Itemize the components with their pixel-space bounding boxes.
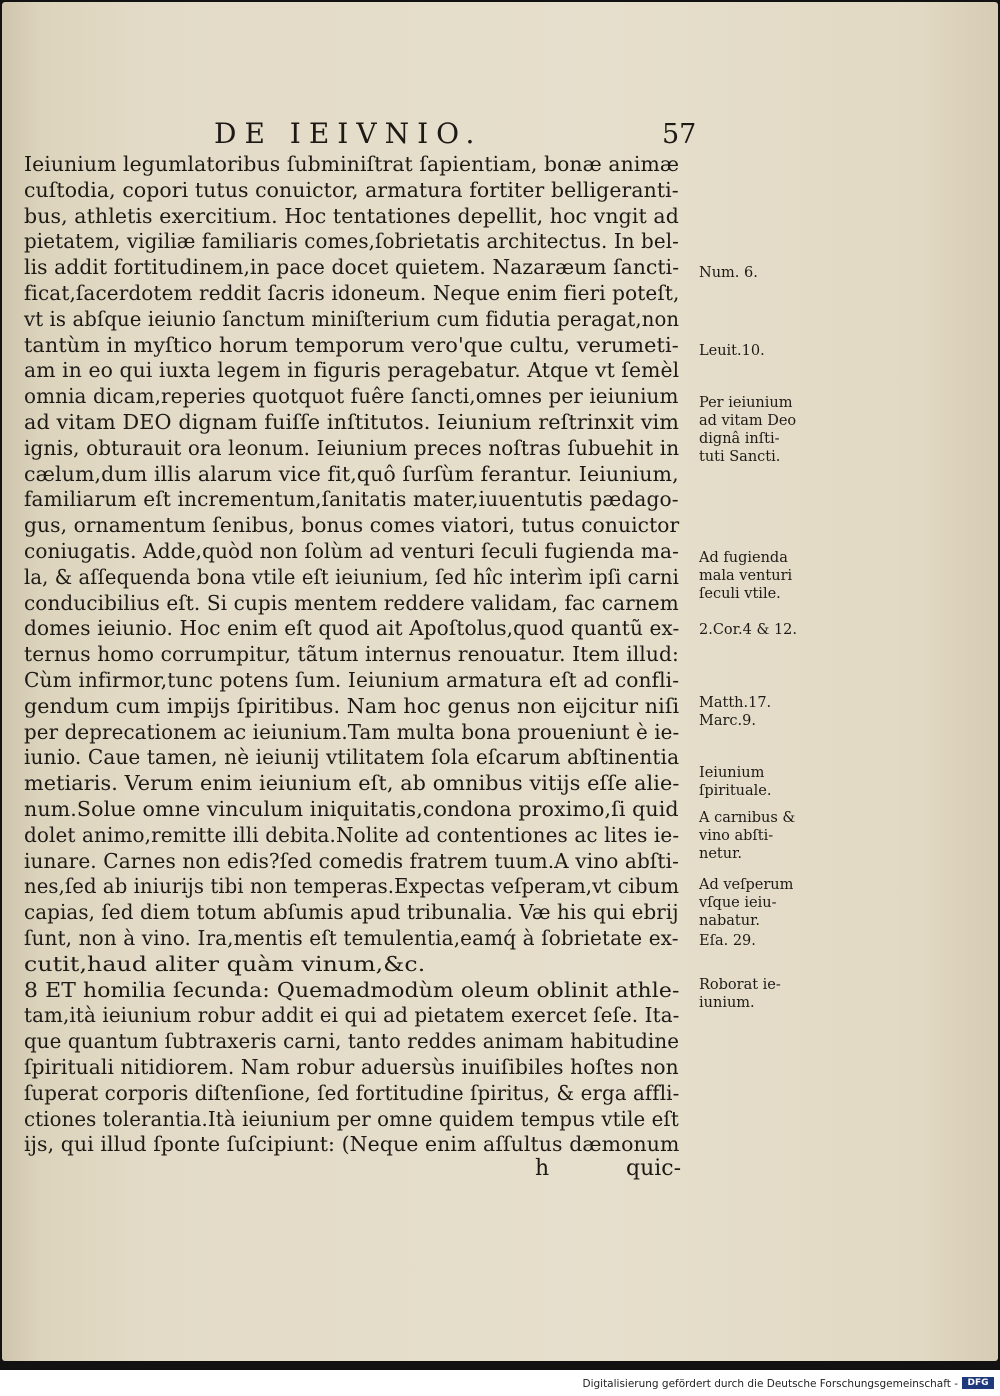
marginal-note: Num. 6. (699, 265, 758, 281)
text-line: ſunt, non à vino. Ira,mentis eſt temulentia,eamq́ à ſobrietate ex- (24, 926, 679, 950)
text-line: gus, ornamentum ſenibus, bonus comes viatori, tutus conuictor (24, 513, 680, 538)
text-line: gendum cum impijs ſpiritibus. Nam hoc genus non eijcitur niſi (24, 693, 680, 718)
dfg-logo: DFG (962, 1377, 994, 1389)
marginal-note: Eſa. 29. (699, 933, 756, 949)
marginal-note: Matth.17. Marc.9. (699, 695, 772, 729)
text-line: cælum,dum illis alarum vice fit,quô ſurſùm ferantur. Ieiunium, (24, 461, 679, 486)
page-number: 57 (662, 119, 697, 150)
running-head: DE IEIVNIO. (214, 117, 483, 150)
text-line: ternus homo corrumpitur, tãtum internus renouatur. Item illud: (24, 642, 679, 667)
signature-mark: h (535, 1156, 550, 1181)
text-line: iunare. Carnes non edis?ſed comedis fratrem tuum.A vino abſti- (24, 848, 679, 873)
text-line: coniugatis. Adde,quòd non ſolùm ad venturi ſeculi fugienda ma- (24, 539, 679, 563)
text-line: ficat,ſacerdotem reddit ſacris idoneum. Neque enim fieri poteſt, (24, 281, 680, 305)
text-line: que quantum ſubtraxeris carni, tanto reddes animam habitudine (24, 1029, 680, 1054)
text-line: ſuperat corporis diſtenſione, ſed fortitudine ſpiritus, & erga affli- (24, 1080, 680, 1105)
text-line: nes,ſed ab iniurijs tibi non temperas.Expectas veſperam,vt cibum (24, 874, 680, 899)
text-line: lis addit fortitudinem,in pace docet quietem. Nazaræum ſancti- (24, 255, 680, 280)
text-line: metiaris. Verum enim ieiunium eſt, ab omnibus vitijs eſſe alie- (24, 771, 680, 796)
text-line: conducibilius eſt. Si cupis mentem reddere validam, fac carnem (24, 590, 679, 615)
text-line: cuſtodia, copori tutus conuictor, armatura fortiter belligeranti- (24, 177, 679, 202)
marginal-note: Roborat ie- iunium. (699, 977, 781, 1011)
text-line: vt is abſque ieiunio ſanctum miniſterium cum fidutia peragat,non (24, 306, 680, 331)
text-line: cutit,haud aliter quàm vinum,&c. (24, 951, 426, 976)
text-line: iunio. Caue tamen, nè ieiunij vtilitatem ſola eſcarum abſtinentia (24, 745, 680, 770)
catchword: quic- (626, 1156, 682, 1181)
text-line: ad vitam DEO dignam fuiſſe inſtitutos. Ieiunium reſtrinxit vim (24, 410, 680, 434)
marginal-note: 2.Cor.4 & 12. (699, 622, 798, 638)
text-line: ctiones tolerantia.Ità ieiunium per omne quidem tempus vtile eſt (24, 1106, 679, 1131)
marginal-note: Ad fugienda mala venturi ſeculi vtile. (699, 550, 793, 602)
text-line: omnia dicam,reperies quotquot fuêre ſancti,omnes per ieiunium (24, 384, 679, 409)
marginal-note: Leuit.10. (699, 343, 765, 359)
text-line: domes ieiunio. Hoc enim eſt quod ait Apoſtolus,quod quantũ ex- (24, 616, 680, 641)
text-line: Cùm infirmor,tunc potens ſum. Ieiunium armatura eſt ad confli- (24, 668, 680, 692)
marginal-note: Ieiunium ſpirituale. (699, 765, 772, 799)
text-line: dolet animo,remitte illi debita.Nolite ad contentiones ac lites ie- (24, 822, 680, 847)
text-line: Ieiunium legumlatoribus ſubminiſtrat ſapientiam, bonæ animæ (24, 152, 680, 176)
marginal-note: Ad veſperum vſque ieiu- nabatur. (699, 877, 794, 929)
text-line: num.Solue omne vinculum iniquitatis,condona proximo,ſi quid (24, 797, 679, 821)
text-line: per deprecationem ac ieiunium.Tam multa bona proueniunt è ie- (24, 719, 680, 744)
text-line: tantùm in myſtico horum temporum vero'que cultu, verumeti- (24, 332, 679, 357)
funding-credit: Digitalisierung gefördert durch die Deutsche Forschungsgemeinschaft - (582, 1378, 958, 1390)
text-line: pietatem, vigiliæ familiaris comes,ſobrietatis architectus. In bel- (24, 229, 679, 254)
text-line: capias, ſed diem totum abſumis apud tribunalia. Væ his qui ebrij (24, 900, 679, 925)
text-line: ignis, obturauit ora leonum. Ieiunium preces noſtras ſubuehit in (24, 435, 680, 460)
text-line: 8 ET homilia ſecunda: Quemadmodùm oleum oblinit athle- (24, 977, 680, 1002)
text-line: bus, athletis exercitium. Hoc tentationes depellit, hoc vngit ad (24, 203, 679, 228)
text-line: ijs, qui illud ſponte ſuſcipiunt: (Neque enim aſſultus dæmonum (24, 1132, 680, 1157)
marginal-note: A carnibus & vino abſti- netur. (699, 810, 796, 862)
text-line: am in eo qui iuxta legem in figuris peragebatur. Atque vt ſemèl (24, 358, 680, 383)
book-page (2, 2, 998, 1361)
digitization-footer (0, 1370, 1000, 1396)
text-line: tam,ità ieiunium robur addit ei qui ad pietatem exercet ſeſe. Ita- (24, 1003, 680, 1028)
text-line: familiarum eſt incrementum,ſanitatis mater,iuuentutis pædago- (24, 487, 679, 512)
text-line: ſpirituali nitidiorem. Nam robur aduersùs inuiſibiles hoſtes non (24, 1055, 679, 1079)
text-line: la, & aſſequenda bona vtile eſt ieiunium, ſed hîc interìm ipſi carni (24, 564, 679, 589)
marginal-note: Per ieiunium ad vitam Deo dignâ inſti- tuti Sancti. (699, 395, 797, 465)
